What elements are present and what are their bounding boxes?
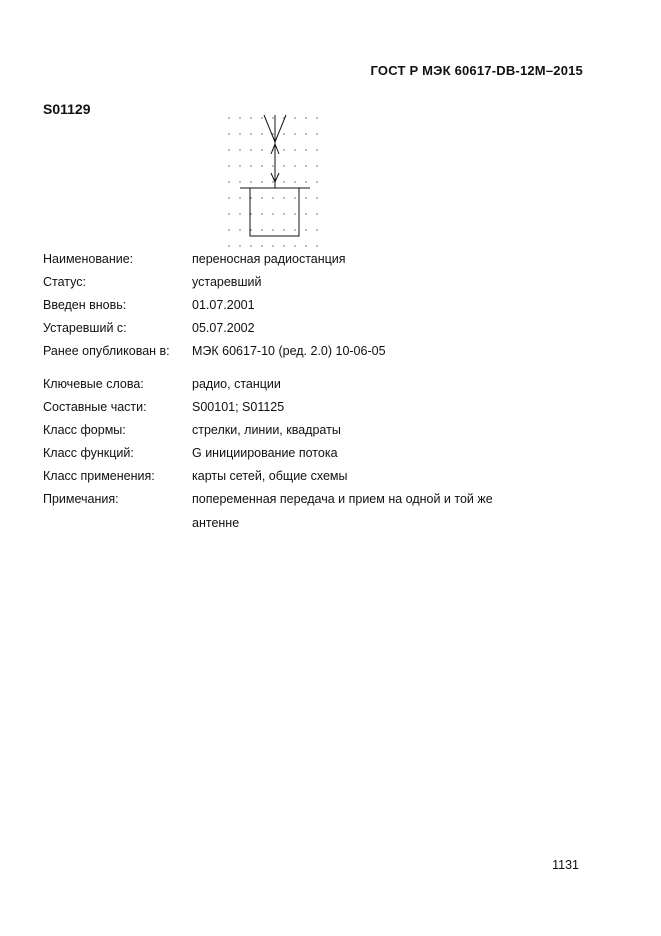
attr-label: Введен вновь:	[43, 298, 127, 312]
attr-label: Класс функций:	[43, 446, 134, 460]
attr-value: S00101; S01125	[192, 400, 285, 414]
antenna-icon	[264, 115, 286, 188]
attr-label: Класс формы:	[43, 423, 126, 437]
radio-body	[240, 188, 310, 236]
symbol-code: S01129	[43, 101, 91, 117]
attr-value: попеременная передача и прием на одной и той же	[192, 492, 493, 506]
page-number: 1131	[552, 858, 579, 872]
attr-label: Наименование:	[43, 252, 134, 266]
portable-radio-station-symbol	[220, 110, 330, 250]
attr-value: переносная радиостанция	[192, 252, 346, 266]
attr-value: 05.07.2002	[192, 321, 255, 335]
attr-label: Класс применения:	[43, 469, 155, 483]
attr-label: Составные части:	[43, 400, 147, 414]
attr-value: стрелки, линии, квадраты	[192, 423, 341, 437]
attr-label: Ключевые слова:	[43, 377, 144, 391]
attr-value: G инициирование потока	[192, 446, 338, 460]
attr-value: радио, станции	[192, 377, 281, 391]
document-header: ГОСТ Р МЭК 60617-DB-12M–2015	[370, 63, 583, 78]
attr-value: устаревший	[192, 275, 262, 289]
attr-label: Примечания:	[43, 492, 119, 506]
attr-value: МЭК 60617-10 (ред. 2.0) 10-06-05	[192, 344, 386, 358]
attr-value: карты сетей, общие схемы	[192, 469, 348, 483]
attr-value: антенне	[192, 516, 240, 530]
attr-value: 01.07.2001	[192, 298, 255, 312]
attr-label: Статус:	[43, 275, 86, 289]
attr-label: Устаревший с:	[43, 321, 127, 335]
attr-label: Ранее опубликован в:	[43, 344, 170, 358]
